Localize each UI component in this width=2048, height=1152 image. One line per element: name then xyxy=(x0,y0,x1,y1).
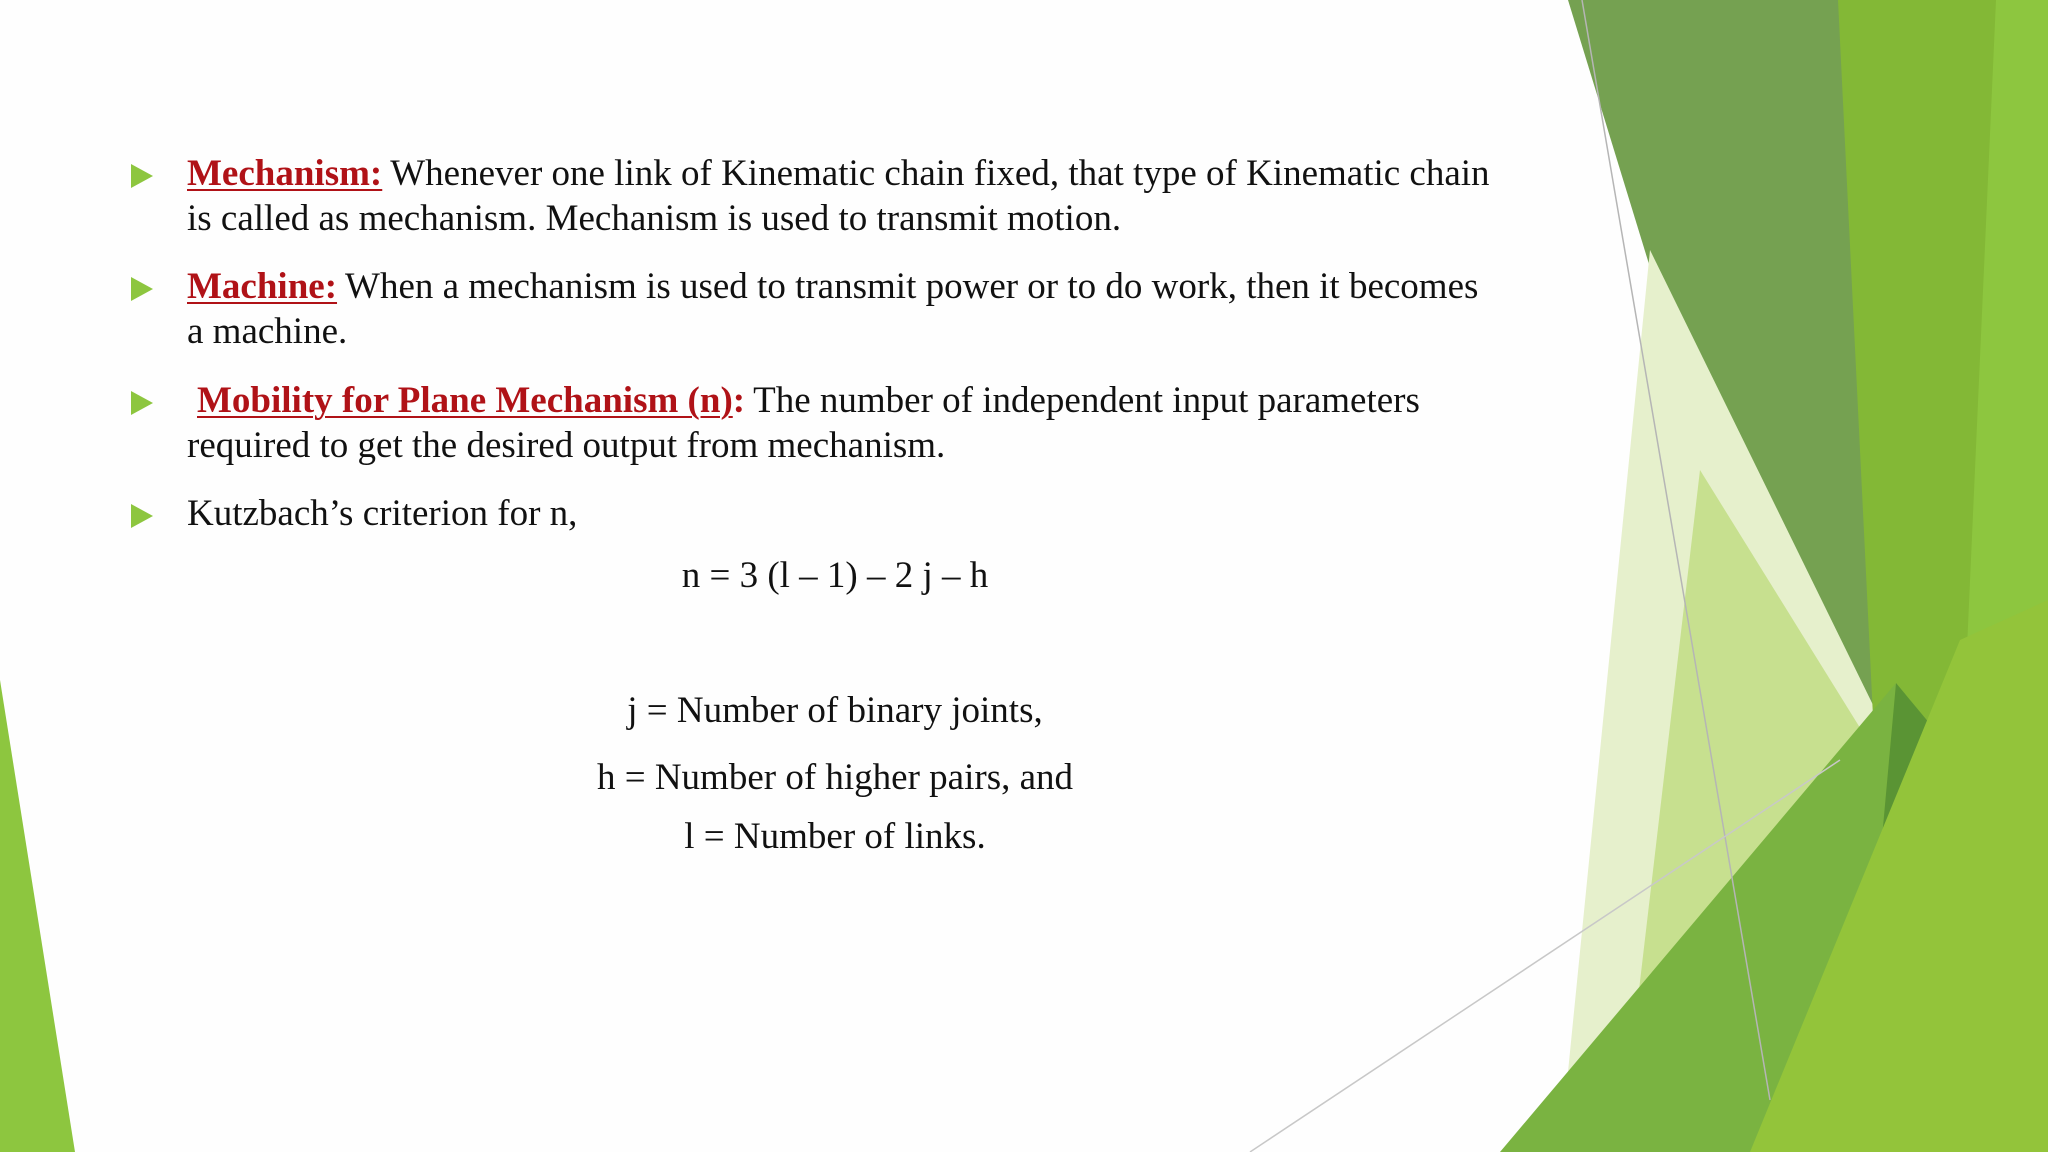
bullet-body-line1: Kutzbach’s criterion for n, xyxy=(187,493,578,534)
bullet-body-line2: is called as mechanism. Mechanism is used to transmit motion. xyxy=(187,198,1122,239)
bullet-text xyxy=(187,378,1687,468)
term-mechanism: Mechanism: xyxy=(187,153,383,194)
bullet-body-line2: required to get the desired output from mechanism. xyxy=(187,425,946,466)
bullet-arrow-icon xyxy=(131,504,153,528)
bullet-body-line1: Whenever one link of Kinematic chain fixed, that type of Kinematic chain xyxy=(390,153,1490,194)
bullet-body-line1: The number of independent input parameters xyxy=(753,380,1420,421)
bullet-text xyxy=(187,264,1687,354)
definition-l: l = Number of links. xyxy=(684,816,986,857)
definition-h: h = Number of higher pairs, and xyxy=(596,757,1074,798)
bullet-body-line2: a machine. xyxy=(187,311,348,352)
bullet-arrow-icon xyxy=(131,277,153,301)
term-mobility: Mobility for Plane Mechanism (n) xyxy=(197,380,733,421)
bullet-arrow-icon xyxy=(131,164,153,188)
bullet-text xyxy=(187,151,1687,241)
bullet-body-line1: When a mechanism is used to transmit power or to do work, then it becomes xyxy=(345,266,1479,307)
term-mobility-colon: : xyxy=(732,380,746,421)
term-machine: Machine: xyxy=(187,266,338,307)
bullet-text xyxy=(187,491,1687,536)
kutzbach-formula: n = 3 (l – 1) – 2 j – h xyxy=(681,555,989,596)
bullet-arrow-icon xyxy=(131,391,153,415)
definition-j: j = Number of binary joints, xyxy=(627,690,1043,731)
